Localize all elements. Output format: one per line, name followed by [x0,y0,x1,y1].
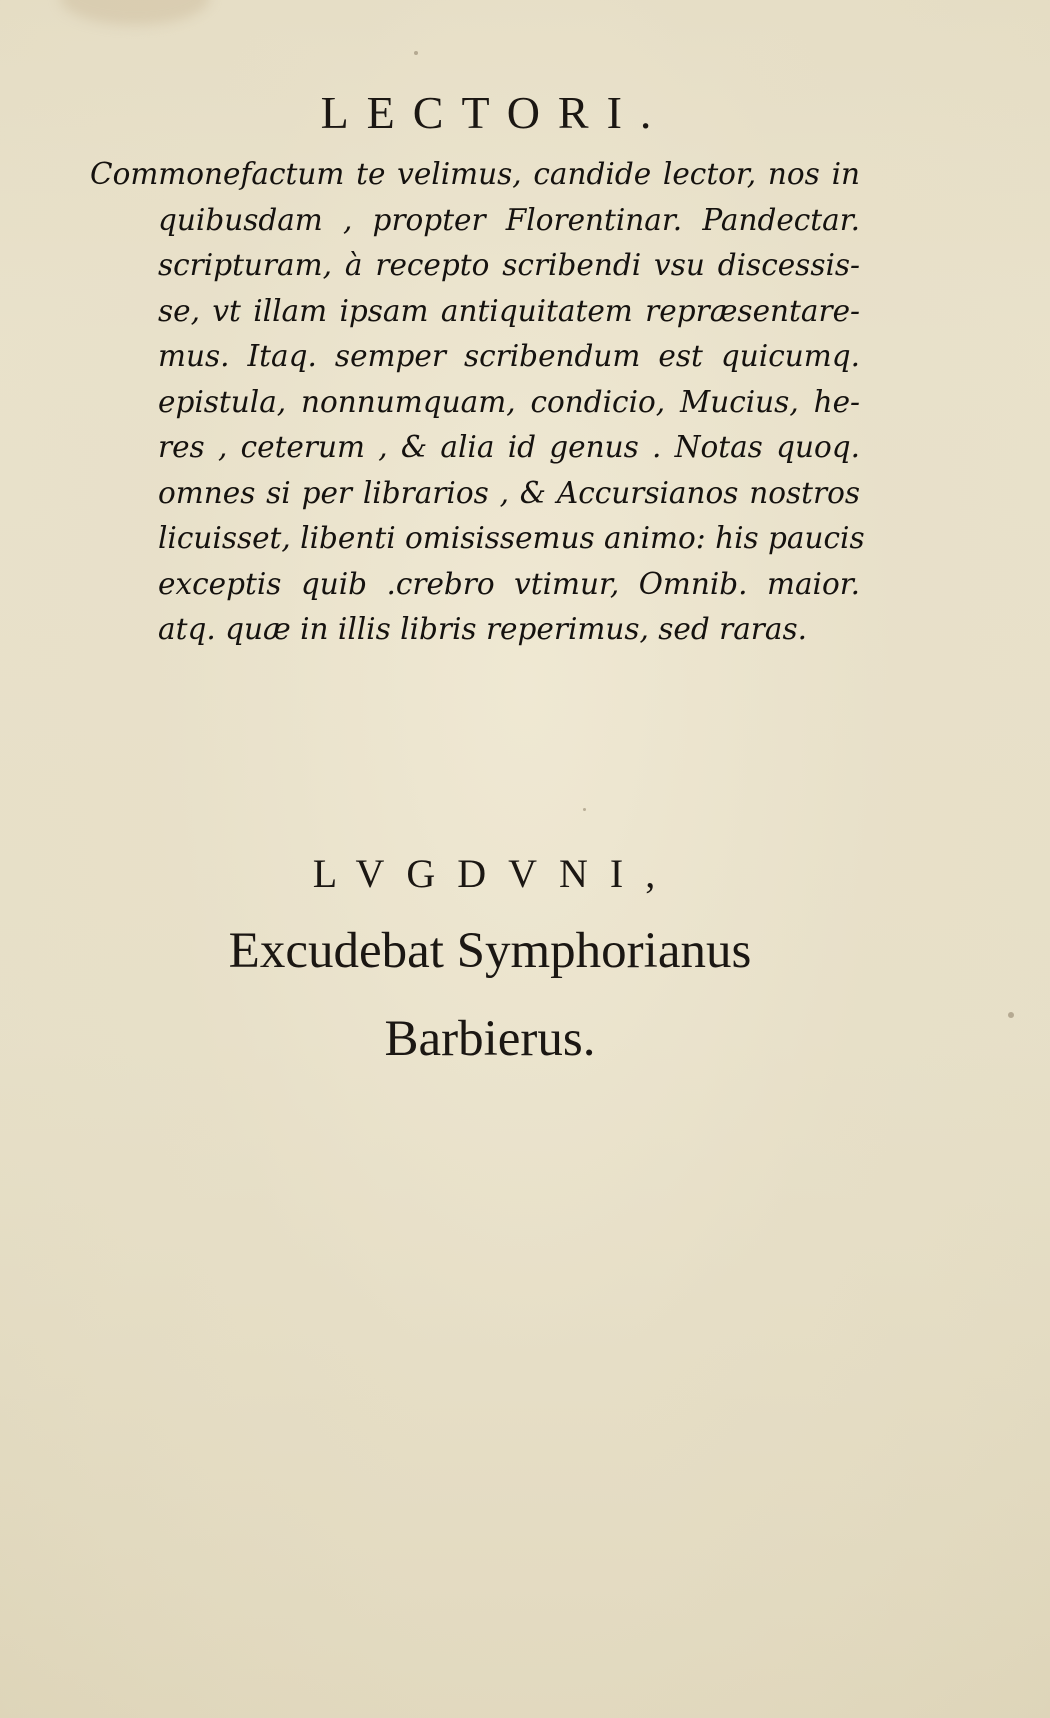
text-line: res , ceterum , & alia id genus . Notas quoq. [158,430,860,464]
text-line: se, vt illam ipsam antiquitatem repræsentare- [158,293,860,328]
paper-speck [1008,1012,1014,1018]
paper-speck [414,51,418,55]
text-line: atq. quæ in illis libris reperimus, sed raras. [158,612,807,646]
paper-stain [60,0,210,25]
imprint-printer-name: Barbierus. [384,1011,596,1067]
text-line: omnes si per librarios , & Accursianos nostros [158,475,860,510]
text-line: Commonefactum te velimus, candide lector, nos in [90,157,860,191]
text-line: licuisset, libenti omisissemus animo: his paucis [158,521,865,555]
text-line: epistula, nonnumquam, condicio, Mucius, he- [158,384,860,419]
text-line: scripturam, à recepto scribendi vsu discessis- [158,248,860,282]
imprint-city: LVGDVNI, [312,851,678,896]
paper-speck [583,808,586,811]
text-line: quibusdam , propter Florentinar. Pandectar. [158,202,860,237]
text-line: mus. Itaq. semper scribendum est quicumq. [158,339,860,373]
preface-text [90,152,865,653]
imprint-printer: Excudebat Symphorianus [228,923,752,979]
text-line: exceptis quib .crebro vtimur, Omnib. maior. [158,566,860,601]
page-heading: LECTORI. [320,87,670,138]
